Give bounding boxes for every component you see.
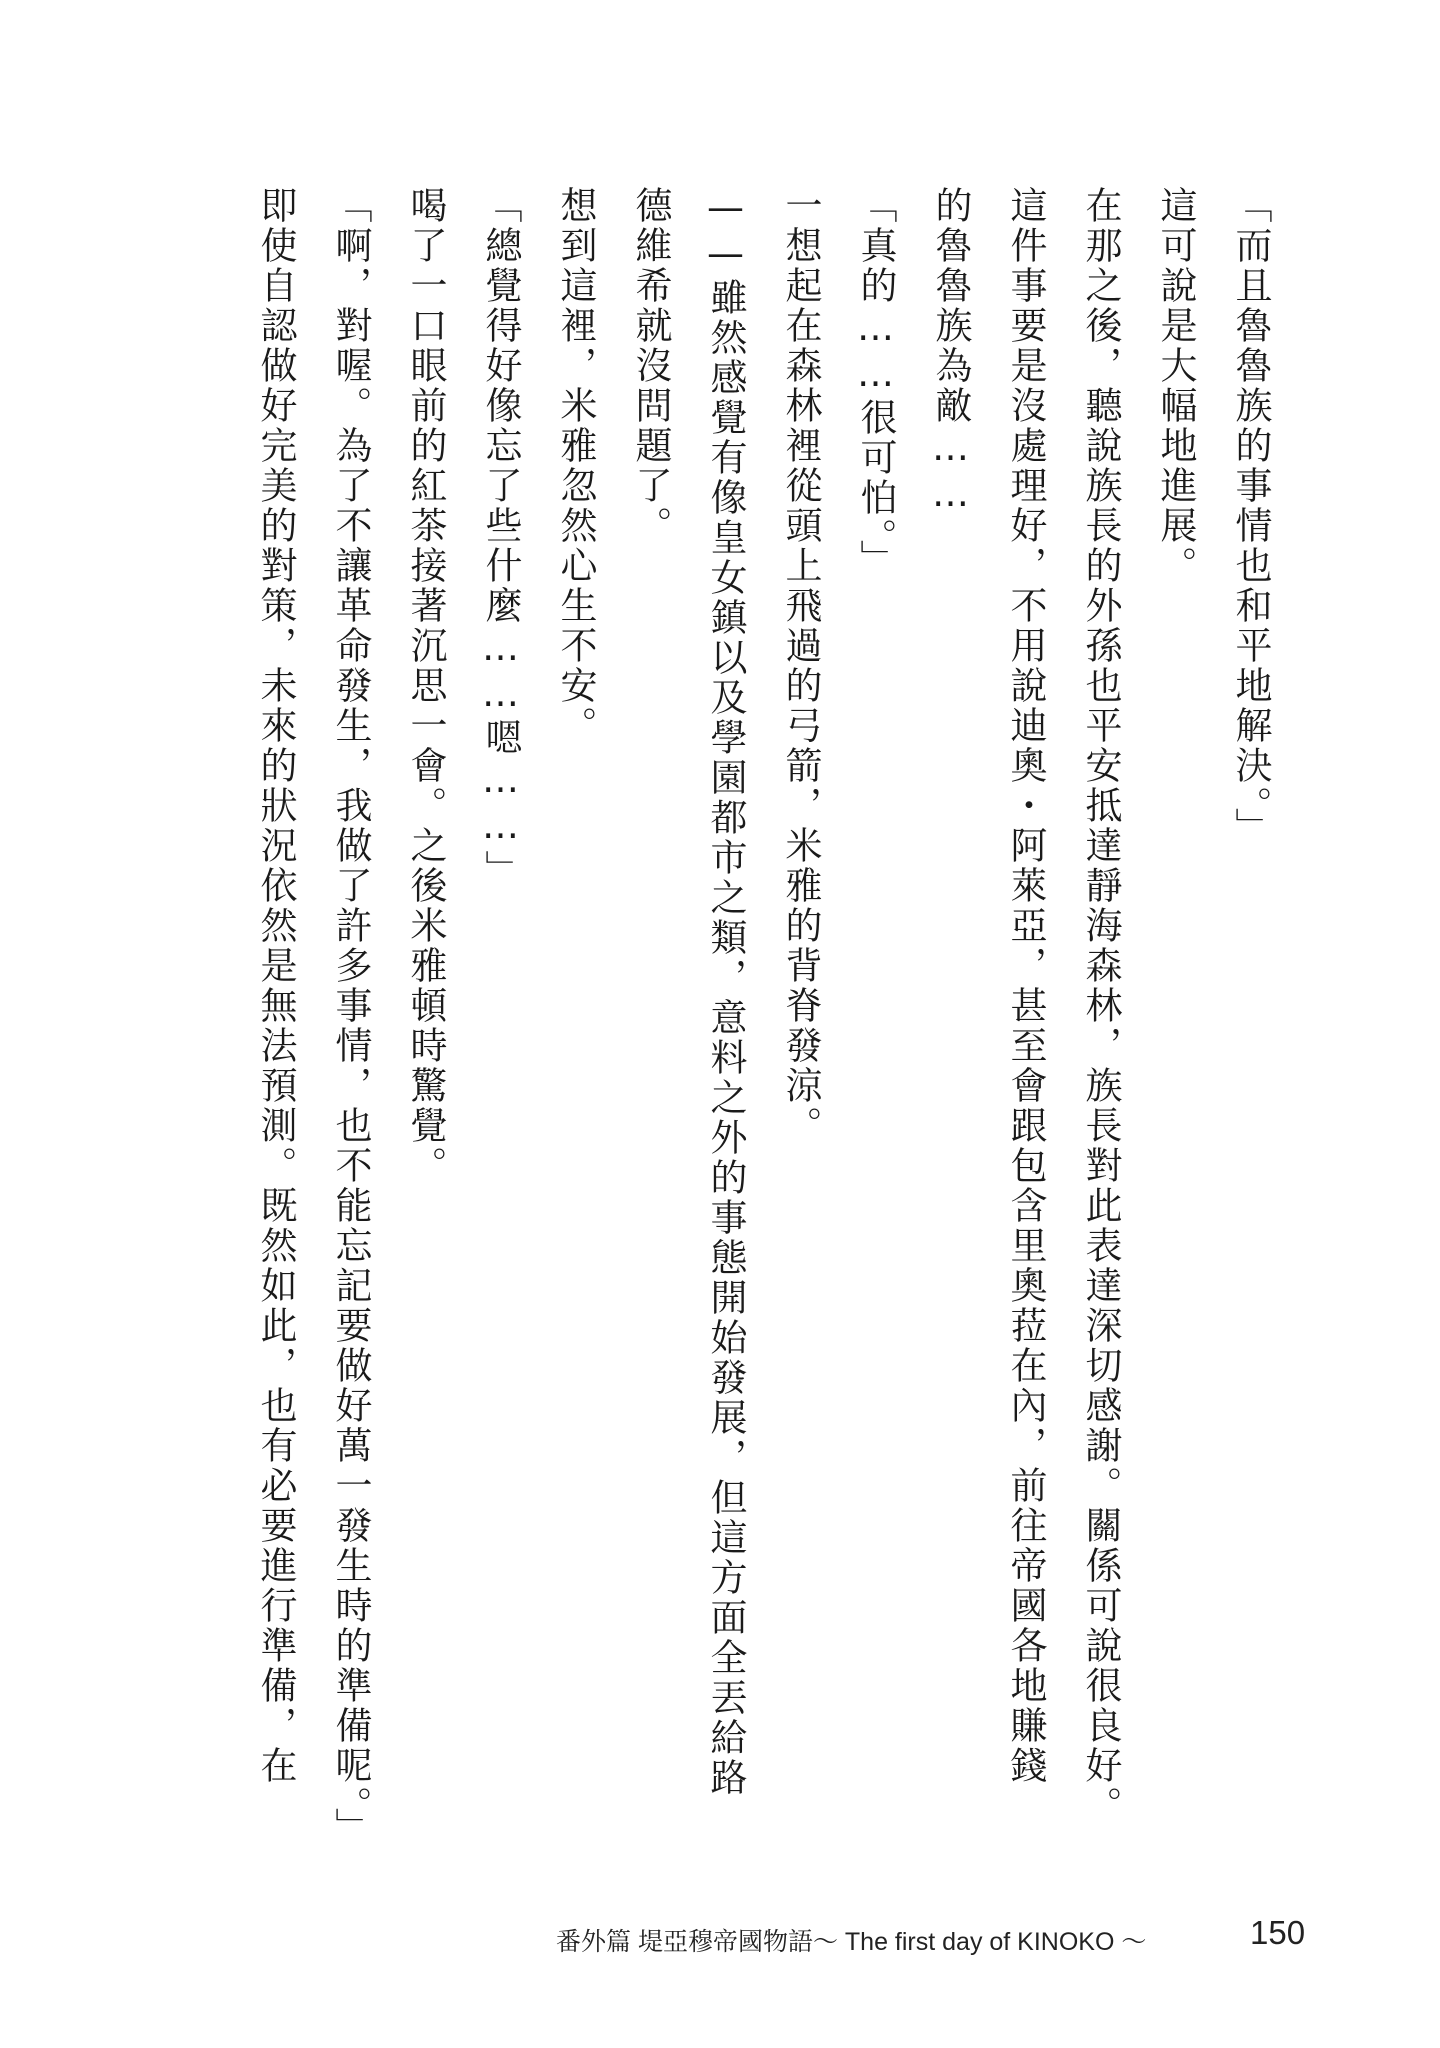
running-title: 番外篇 堤亞穆帝國物語～ The first day of KINOKO ～ — [556, 1928, 1147, 1956]
page-number: 150 — [1250, 1914, 1306, 1951]
text-column: 在那之後，聽說族長的外孫也平安抵達靜海森林，族長對此表達深切感謝。關係可說很良好。 — [1079, 186, 1122, 1826]
text-column: 德維希就沒問題了。 — [629, 186, 672, 546]
text-column: 「而且魯魯族的事情也和平地解決。」 — [1229, 186, 1272, 848]
text-column: 一想起在森林裡從頭上飛過的弓箭，米雅的背脊發涼。 — [779, 186, 822, 1146]
text-column: ——雖然感覺有像皇女鎮以及學園都市之類，意料之外的事態開始發展，但這方面全丟給路 — [704, 186, 747, 1798]
text-column: 想到這裡，米雅忽然心生不安。 — [554, 186, 597, 746]
vertical-text-body — [238, 186, 1288, 1848]
text-column: 的魯魯族為敵…… — [929, 186, 972, 518]
text-column: 「啊，對喔。為了不讓革命發生，我做了許多事情，也不能忘記要做好萬一發生時的準備呢。」 — [329, 186, 372, 1848]
text-column: 「總覺得好像忘了些什麼……嗯……」 — [479, 186, 522, 890]
text-column: 這可說是大幅地進展。 — [1154, 186, 1197, 586]
text-column: 即使自認做好完美的對策，未來的狀況依然是無法預測。既然如此，也有必要進行準備，在 — [254, 186, 297, 1786]
text-column: 這件事要是沒處理好，不用說迪奧・阿萊亞，甚至會跟包含里奧菈在內，前往帝國各地賺錢 — [1004, 186, 1047, 1786]
text-column: 喝了一口眼前的紅茶接著沉思一會。之後米雅頓時驚覺。 — [404, 186, 447, 1186]
text-column: 「真的……很可怕。」 — [854, 186, 897, 580]
